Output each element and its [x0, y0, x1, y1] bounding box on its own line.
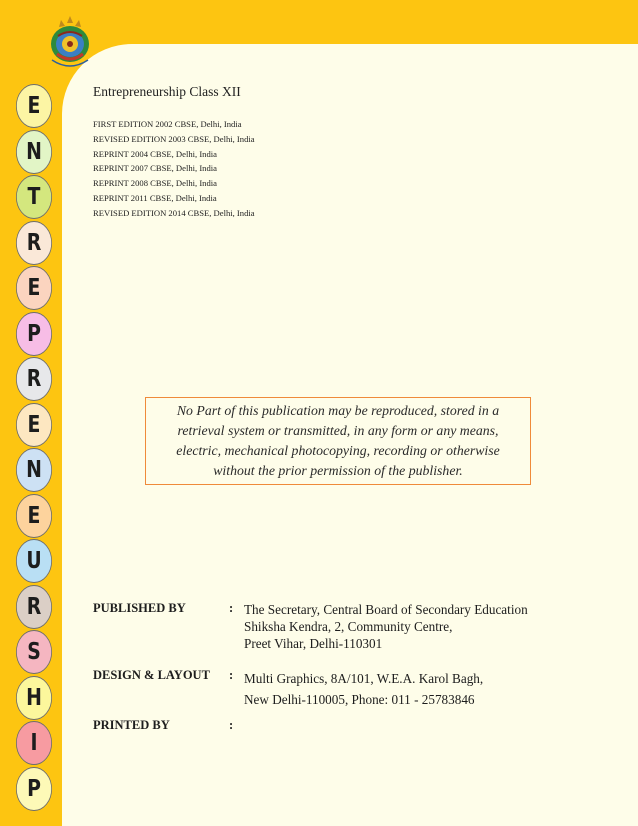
side-letter-circle: U: [16, 539, 52, 583]
credit-value-line: Shiksha Kendra, 2, Community Centre,: [244, 619, 453, 634]
credit-label: DESIGN & LAYOUT: [93, 668, 210, 682]
credit-label: PRINTED BY: [93, 718, 170, 732]
edition-line: REPRINT 2011 CBSE, Delhi, India: [93, 192, 217, 203]
credit-colon: :: [229, 668, 234, 682]
edition-history-list: [93, 117, 255, 221]
edition-line: REPRINT 2008 CBSE, Delhi, India: [93, 178, 217, 189]
edition-line: REVISED EDITION 2003 CBSE, Delhi, India: [93, 133, 255, 144]
side-letter-circle: R: [16, 585, 52, 629]
credit-value-line: The Secretary, Central Board of Secondary Education: [244, 602, 528, 617]
book-title: Entrepreneurship Class XII: [93, 84, 241, 99]
side-letter-circle: R: [16, 357, 52, 401]
side-letter-circle: I: [16, 721, 52, 765]
credit-value: [244, 668, 483, 710]
edition-line: REVISED EDITION 2014 CBSE, Delhi, India: [93, 207, 255, 218]
credit-colon: :: [229, 601, 234, 615]
side-letter-circle: E: [16, 84, 52, 128]
side-letter-circle: P: [16, 312, 52, 356]
edition-line: REPRINT 2004 CBSE, Delhi, India: [93, 148, 217, 159]
copyright-notice-text: No Part of this publication may be reproduced, stored in a retrieval system or transmitted, in any form or any means, electric, mechanical photocopying, recording or otherwise without the prior permission of the publisher.: [176, 403, 500, 478]
cbse-emblem-icon: [48, 14, 92, 74]
credit-label: PUBLISHED BY: [93, 601, 186, 615]
side-letter-circle: R: [16, 221, 52, 265]
side-letter-circle: E: [16, 266, 52, 310]
side-letter-circle: N: [16, 130, 52, 174]
side-letter-circle: E: [16, 494, 52, 538]
edition-line: REPRINT 2007 CBSE, Delhi, India: [93, 163, 217, 174]
side-letter-circle: H: [16, 676, 52, 720]
copyright-notice-box: [145, 397, 531, 485]
credit-value-line: New Delhi-110005, Phone: 011 - 25783846: [244, 692, 475, 707]
side-letter-circle: N: [16, 448, 52, 492]
side-letter-circle: P: [16, 767, 52, 811]
side-letter-circle: S: [16, 630, 52, 674]
credit-value-line: Preet Vihar, Delhi-110301: [244, 636, 383, 651]
credit-value: [244, 601, 528, 652]
side-letter-circle: E: [16, 403, 52, 447]
edition-line: FIRST EDITION 2002 CBSE, Delhi, India: [93, 119, 242, 129]
credit-value-line: Multi Graphics, 8A/101, W.E.A. Karol Bagh,: [244, 671, 484, 686]
credit-colon: :: [229, 718, 234, 732]
side-letter-circle: T: [16, 175, 52, 219]
